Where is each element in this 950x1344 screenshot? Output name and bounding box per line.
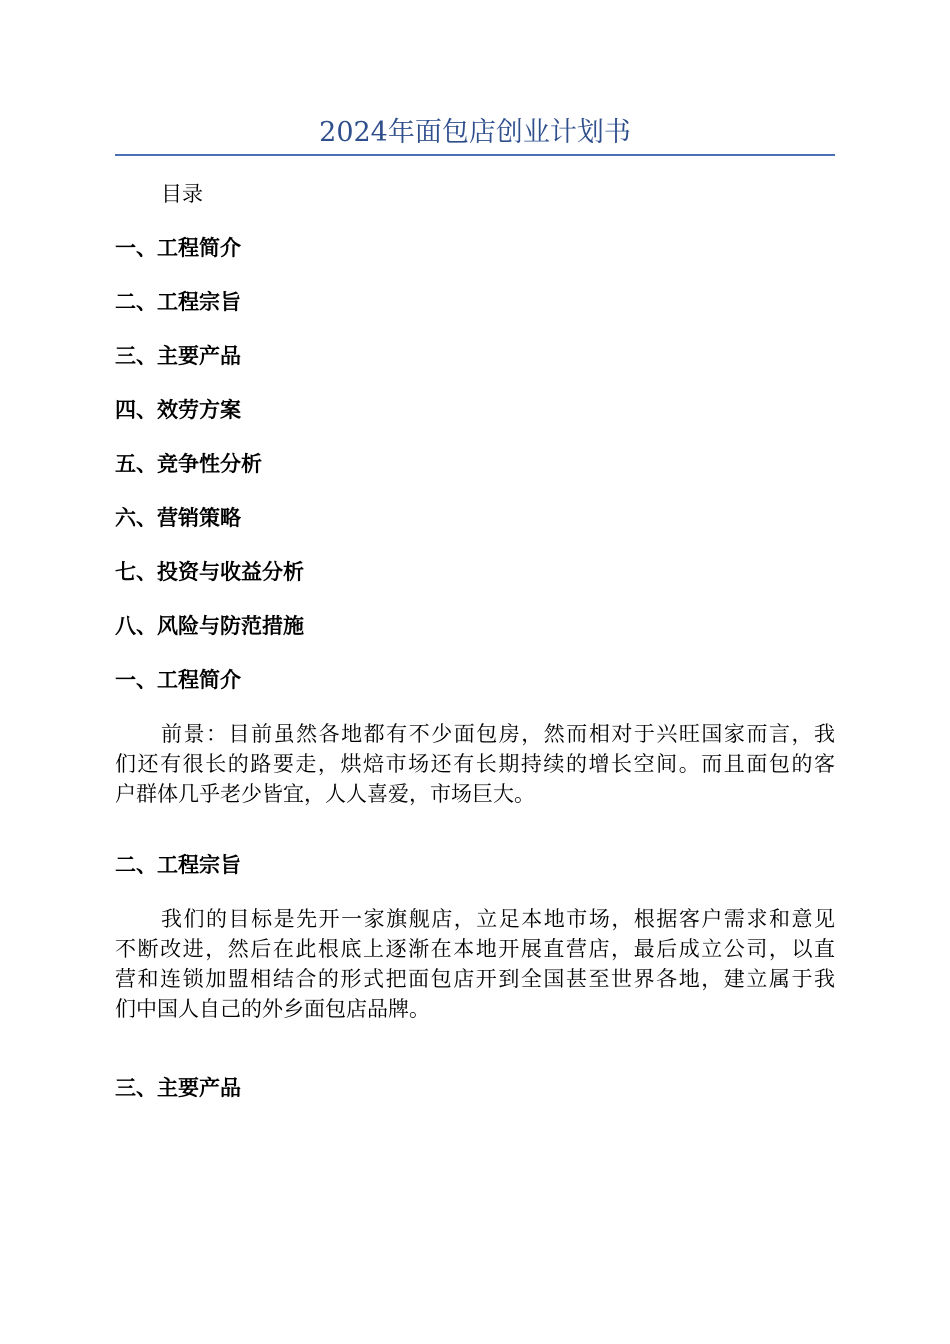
document-title: 2024年面包店创业计划书 [319, 117, 631, 148]
section-paragraph [115, 719, 835, 809]
paragraph-line: 不断改进，然后在此根底上逐渐在本地开展直营店，最后成立公司，以直 [115, 937, 835, 961]
toc-item: 二、工程宗旨 [115, 290, 241, 314]
title-underline [115, 154, 835, 156]
toc-item: 四、效劳方案 [115, 398, 241, 422]
section-heading: 一、工程简介 [115, 668, 241, 692]
toc-item: 三、主要产品 [115, 344, 241, 368]
toc-item: 六、营销策略 [115, 506, 241, 530]
paragraph-line: 户群体几乎老少皆宜，人人喜爱，市场巨大。 [115, 782, 535, 806]
paragraph-line: 营和连锁加盟相结合的形式把面包店开到全国甚至世界各地，建立属于我 [115, 967, 835, 991]
paragraph-line: 们还有很长的路要走，烘焙市场还有长期持续的增长空间。而且面包的客 [115, 752, 835, 776]
toc-item: 一、工程简介 [115, 236, 241, 260]
toc-item: 七、投资与收益分析 [115, 560, 304, 584]
section-paragraph [115, 904, 835, 1024]
toc-item: 八、风险与防范措施 [115, 614, 304, 638]
paragraph-line: 我们的目标是先开一家旗舰店，立足本地市场，根据客户需求和意见 [161, 907, 835, 931]
paragraph-line: 前景：目前虽然各地都有不少面包房，然而相对于兴旺国家而言，我 [161, 722, 835, 746]
section-heading: 三、主要产品 [115, 1076, 241, 1100]
section-heading: 二、工程宗旨 [115, 853, 241, 877]
toc-item: 五、竞争性分析 [115, 452, 262, 476]
toc-label: 目录 [161, 182, 203, 206]
paragraph-line: 们中国人自己的外乡面包店品牌。 [115, 997, 430, 1021]
